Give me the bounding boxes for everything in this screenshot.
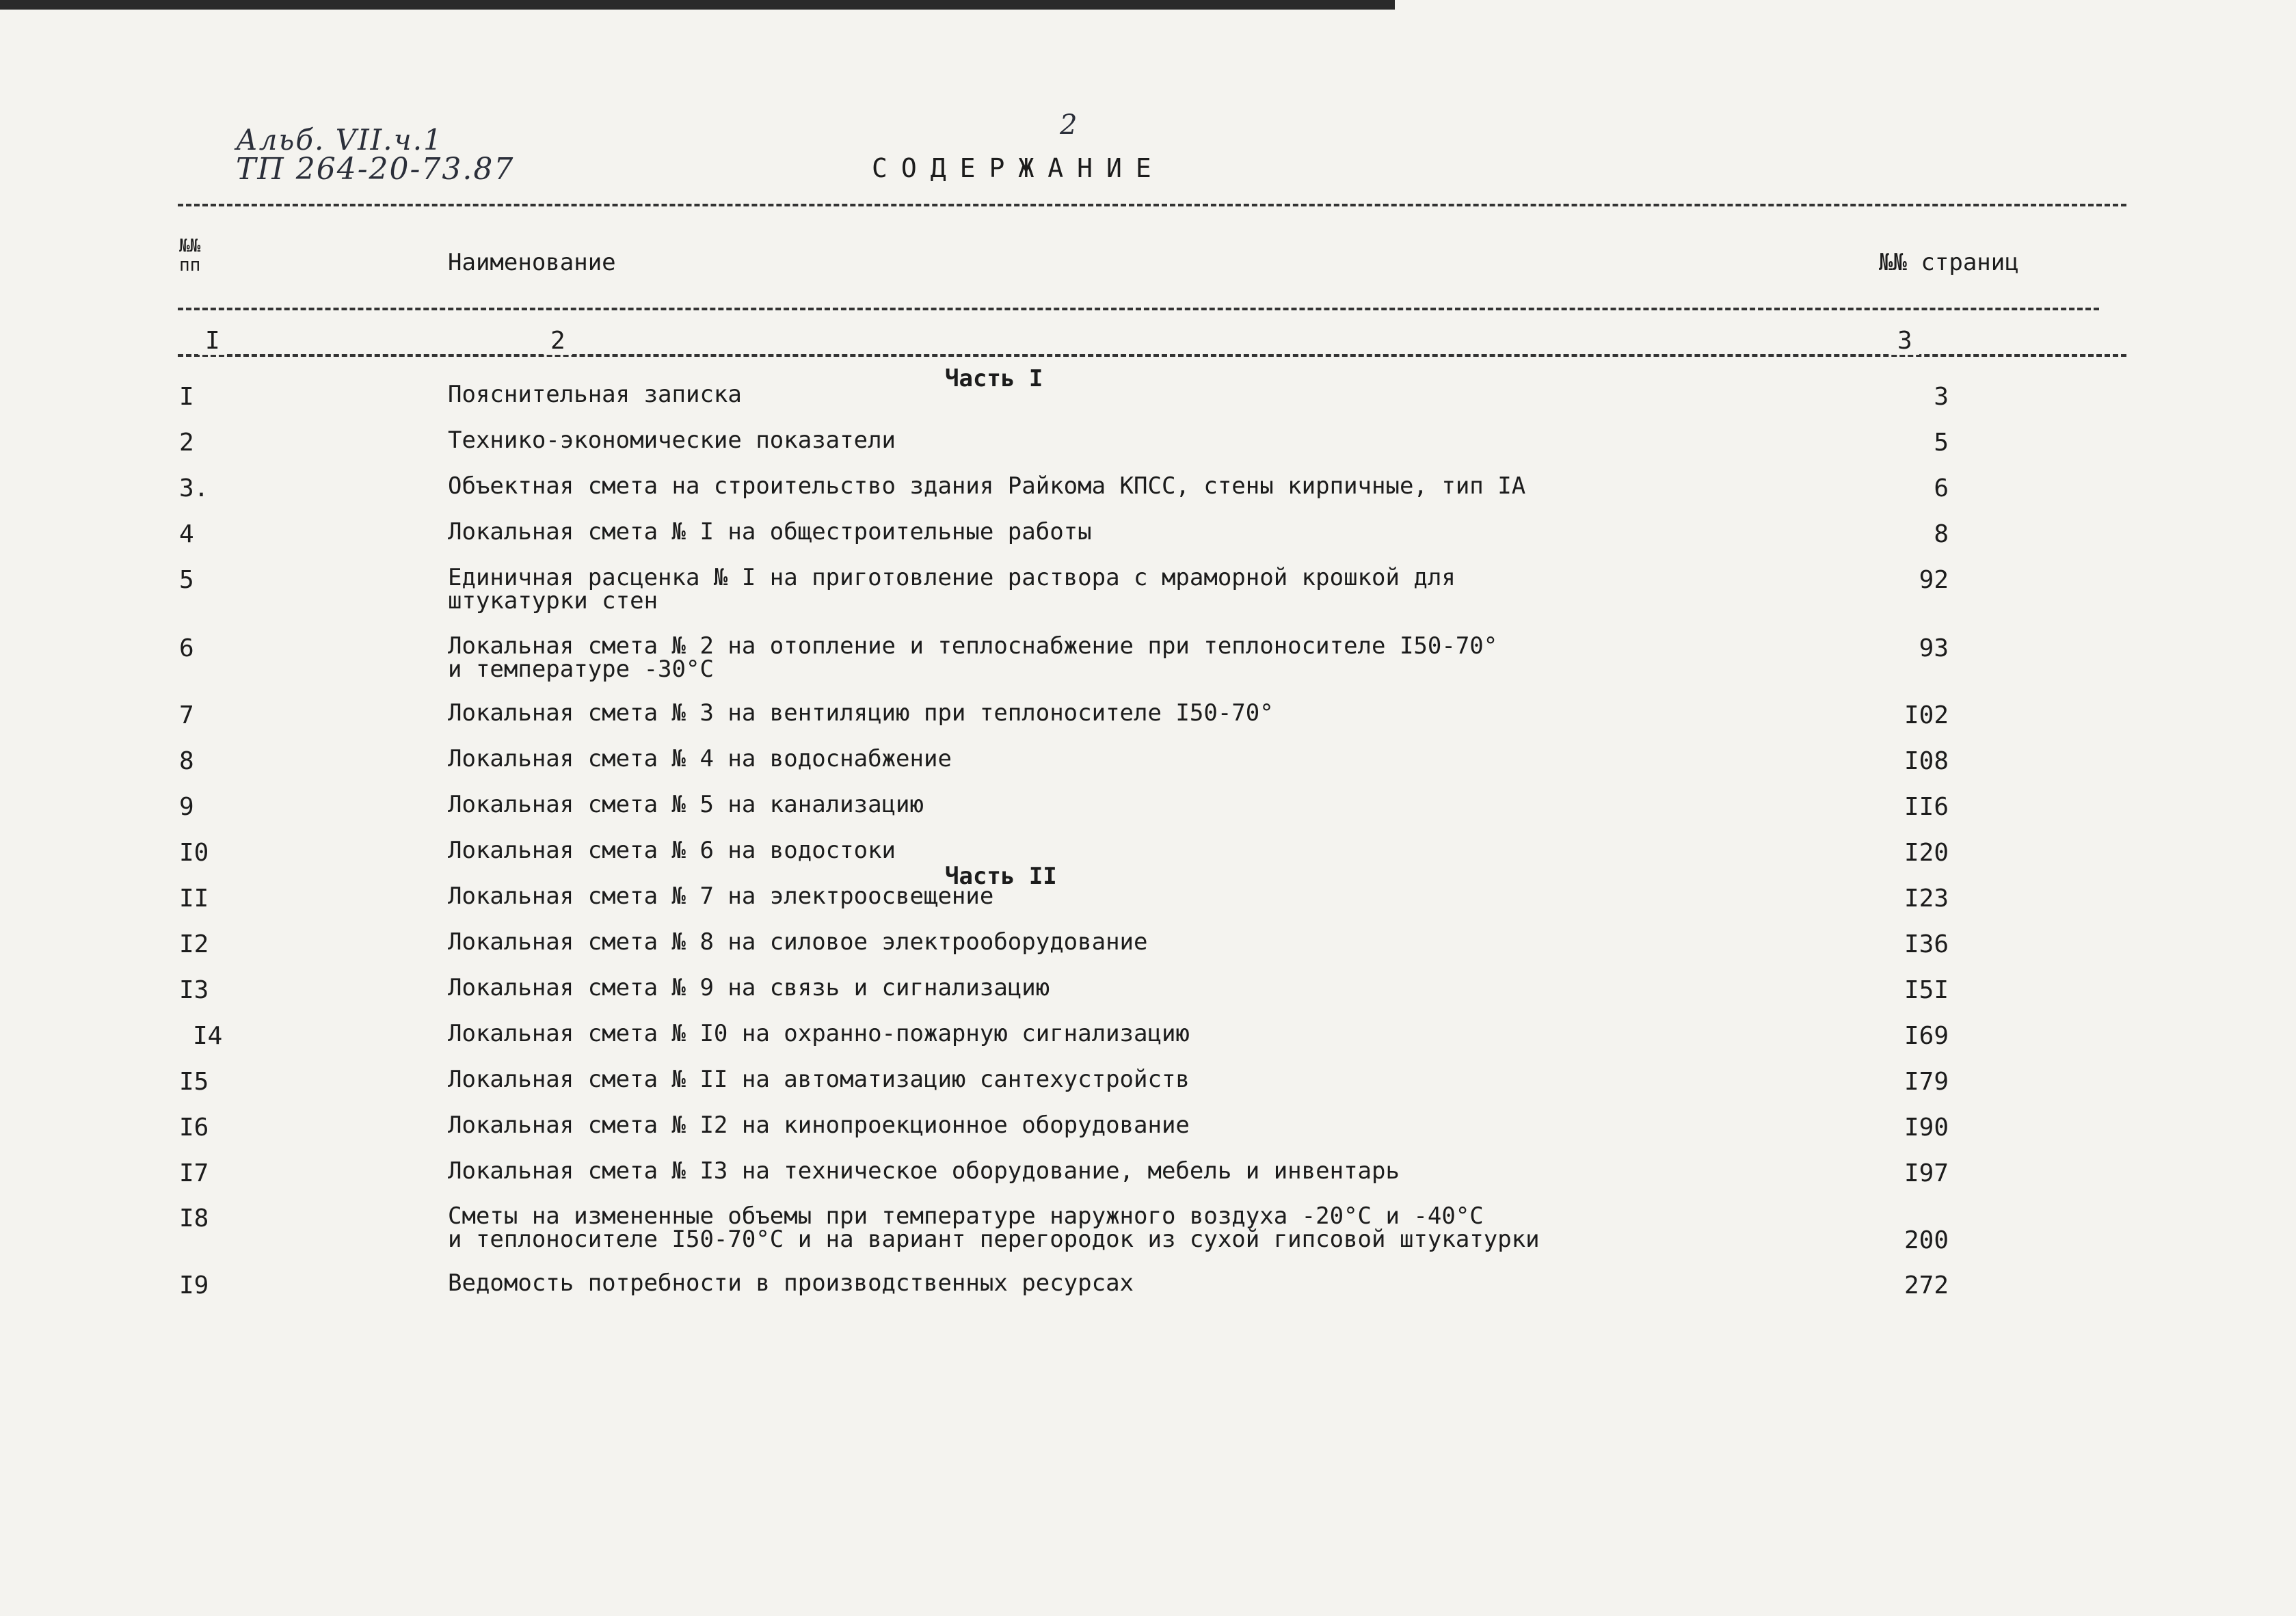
document-title: СОДЕРЖАНИЕ [872, 153, 1165, 183]
row-title-line2: и температуре -30°C [448, 656, 714, 683]
column-number-1: I [198, 327, 227, 355]
part-heading-2: Часть II [945, 863, 1057, 890]
row-title: Локальная смета № I2 на кинопроекционное оборудование [448, 1112, 1190, 1139]
row-number: 2 [179, 429, 194, 457]
row-title: Локальная смета № 6 на водостоки [448, 837, 896, 864]
row-title: Локальная смета № 5 на канализацию [448, 791, 924, 818]
column-number-2: 2 [544, 327, 572, 355]
row-number: 3. [179, 474, 209, 502]
row-page: 3 [1934, 383, 1949, 411]
row-number: 8 [179, 747, 194, 775]
row-number: I [179, 383, 194, 411]
divider-header [178, 308, 2099, 310]
project-code: ТП 264-20-73.87 [236, 152, 515, 187]
row-title: Пояснительная записка [448, 381, 742, 408]
row-title-line2: штукатурки стен [448, 587, 658, 615]
column-number-3: 3 [1891, 327, 1919, 355]
row-title: Локальная смета № I на общестроительные работы [448, 518, 1092, 546]
row-title-line1: Сметы на измененные объемы при температуре наружного воздуха -20°C и -40°C [448, 1202, 1484, 1230]
row-number: II [179, 885, 209, 913]
row-page: 8 [1934, 520, 1949, 548]
top-edge-bar [0, 0, 1395, 10]
row-title: Локальная смета № 8 на силовое электрооборудование [448, 928, 1148, 956]
divider-top [178, 204, 2126, 206]
column-header-name: Наименование [448, 249, 616, 276]
row-page: I36 [1904, 930, 1949, 958]
row-page: 200 [1904, 1226, 1949, 1254]
row-number: I2 [179, 930, 209, 958]
row-title: Технико-экономические показатели [448, 427, 896, 454]
row-title: Локальная смета № 3 на вентиляцию при теплоносителе I50-70° [448, 699, 1274, 727]
row-number: 5 [179, 566, 194, 594]
row-page: I79 [1904, 1068, 1949, 1096]
row-page: 93 [1919, 634, 1949, 662]
row-title: Локальная смета № I0 на охранно-пожарную сигнализацию [448, 1020, 1190, 1047]
row-number: I4 [193, 1022, 223, 1050]
row-page: I69 [1904, 1022, 1949, 1050]
row-number: I6 [179, 1114, 209, 1142]
row-number: I8 [179, 1204, 209, 1233]
column-header-pages: №№ страниц [1879, 249, 2019, 276]
row-number: 6 [179, 634, 194, 662]
column-header-number: №№ пп [179, 236, 201, 275]
row-page: I02 [1904, 701, 1949, 729]
row-page: I20 [1904, 839, 1949, 867]
row-title: Локальная смета № II на автоматизацию сантехустройств [448, 1066, 1190, 1093]
row-title: Ведомость потребности в производственных ресурсах [448, 1269, 1134, 1297]
row-number: I3 [179, 976, 209, 1004]
row-page: II6 [1904, 793, 1949, 821]
row-number: I9 [179, 1271, 209, 1299]
row-title: Локальная смета № I3 на техническое оборудование, мебель и инвентарь [448, 1157, 1400, 1185]
row-number: 9 [179, 793, 194, 821]
row-page: 6 [1934, 474, 1949, 502]
divider-column-numbers [178, 354, 2126, 357]
row-title [448, 634, 1679, 681]
row-page: 272 [1904, 1271, 1949, 1299]
row-title: Локальная смета № 4 на водоснабжение [448, 745, 952, 772]
row-title [448, 564, 1679, 615]
row-number: 4 [179, 520, 194, 548]
row-page: 92 [1919, 566, 1949, 594]
row-page: I5I [1904, 976, 1949, 1004]
part-heading-1: Часть I [945, 365, 1043, 392]
row-title-line1: Единичная расценка № I на приготовление раствора с мраморной крошкой для [448, 564, 1456, 591]
row-title: Локальная смета № 9 на связь и сигнализацию [448, 974, 1050, 1001]
album-note: Альб. VII.ч.1 [236, 123, 443, 157]
row-page: I90 [1904, 1114, 1949, 1142]
row-title: Объектная смета на строительство здания Райкома КПСС, стены кирпичные, тип IA [448, 472, 1526, 500]
row-page: 5 [1934, 429, 1949, 457]
row-page: I97 [1904, 1159, 1949, 1187]
row-page: I08 [1904, 747, 1949, 775]
row-page: I23 [1904, 885, 1949, 913]
row-title-line2: и теплоносителе I50-70°C и на вариант перегородок из сухой гипсовой штукатурки [448, 1226, 1540, 1253]
row-number: I7 [179, 1159, 209, 1187]
row-title-line1: Локальная смета № 2 на отопление и теплоснабжение при теплоносителе I50-70° [448, 632, 1498, 660]
row-title [448, 1204, 1679, 1251]
row-number: 7 [179, 701, 194, 729]
row-number: I0 [179, 839, 209, 867]
row-title: Локальная смета № 7 на электроосвещение [448, 883, 994, 910]
page-number: 2 [1060, 109, 1079, 141]
row-number: I5 [179, 1068, 209, 1096]
